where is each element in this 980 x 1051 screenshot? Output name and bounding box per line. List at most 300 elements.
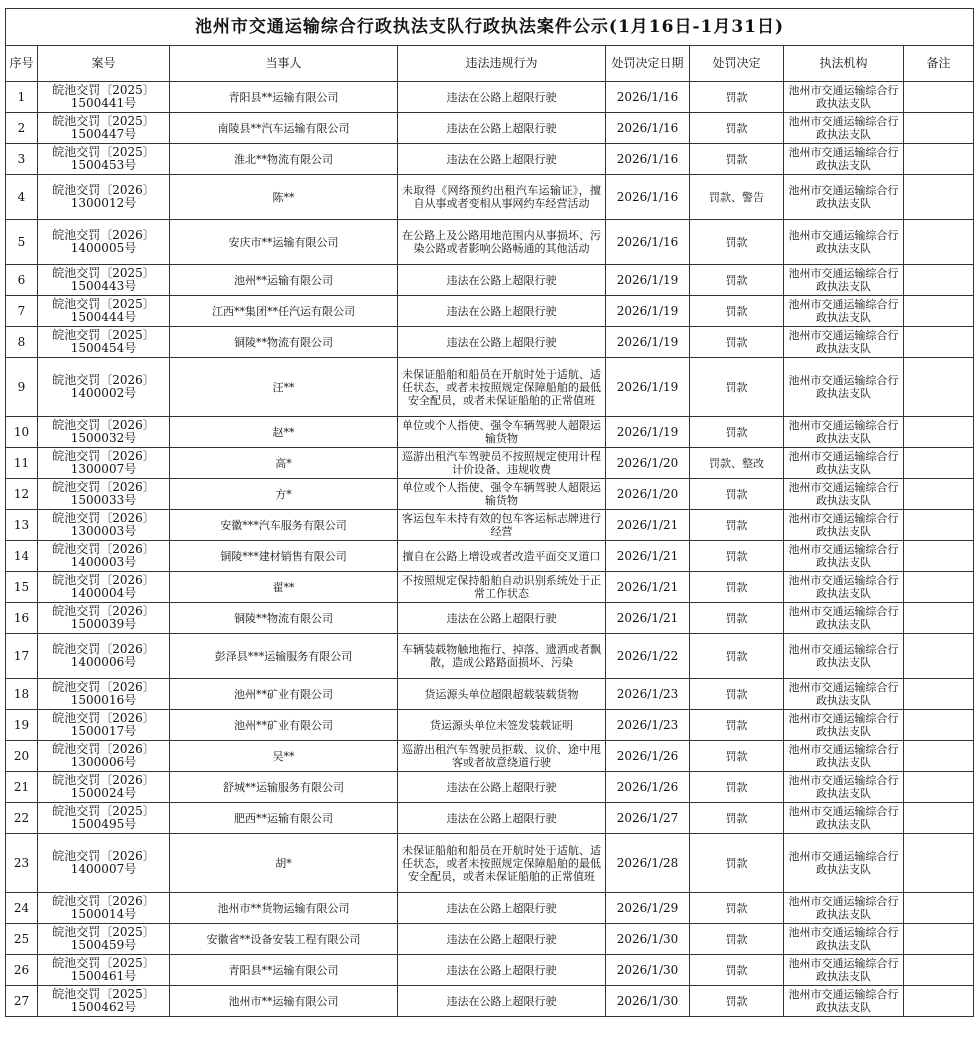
cell-agency: 池州市交通运输综合行政执法支队 xyxy=(784,772,904,803)
cell-agency: 池州市交通运输综合行政执法支队 xyxy=(784,803,904,834)
cell-violation: 违法在公路上超限行驶 xyxy=(398,265,606,296)
cell-party: 池州**矿业有限公司 xyxy=(170,710,398,741)
cell-case-number xyxy=(38,772,170,803)
case-number-prefix: 皖池交罚〔2026〕 xyxy=(52,742,155,756)
cell-remark xyxy=(904,479,974,510)
cell-no: 5 xyxy=(6,220,38,265)
cell-violation: 巡游出租汽车驾驶员拒载、议价、途中甩客或者故意绕道行驶 xyxy=(398,741,606,772)
cell-case-number xyxy=(38,265,170,296)
case-number-suffix: 1300012号 xyxy=(70,196,137,210)
table-row xyxy=(6,358,974,417)
case-rows xyxy=(6,82,974,1017)
cell-violation: 违法在公路上超限行驶 xyxy=(398,986,606,1017)
cell-case-number xyxy=(38,296,170,327)
table-row xyxy=(6,220,974,265)
cell-agency: 池州市交通运输综合行政执法支队 xyxy=(784,82,904,113)
cell-case-number xyxy=(38,955,170,986)
cell-party: 陈** xyxy=(170,175,398,220)
cell-decision-date: 2026/1/19 xyxy=(606,417,690,448)
cell-violation: 单位或个人指使、强令车辆驾驶人超限运输货物 xyxy=(398,479,606,510)
table-row xyxy=(6,296,974,327)
cell-violation: 巡游出租汽车驾驶员不按照规定使用计程计价设备、违规收费 xyxy=(398,448,606,479)
cell-case-number xyxy=(38,710,170,741)
table-row xyxy=(6,634,974,679)
cell-agency: 池州市交通运输综合行政执法支队 xyxy=(784,220,904,265)
case-number-suffix: 1500444号 xyxy=(70,310,137,324)
case-number-prefix: 皖池交罚〔2025〕 xyxy=(52,956,155,970)
cell-decision: 罚款 xyxy=(690,358,784,417)
case-number-prefix: 皖池交罚〔2026〕 xyxy=(52,894,155,908)
case-number-prefix: 皖池交罚〔2025〕 xyxy=(52,145,155,159)
cell-party: 肥西**运输有限公司 xyxy=(170,803,398,834)
case-number-prefix: 皖池交罚〔2026〕 xyxy=(52,542,155,556)
header-party: 当事人 xyxy=(170,46,398,82)
table-row xyxy=(6,834,974,893)
case-number-prefix: 皖池交罚〔2026〕 xyxy=(52,373,155,387)
cell-decision: 罚款、整改 xyxy=(690,448,784,479)
cell-remark xyxy=(904,893,974,924)
case-number-suffix: 1500032号 xyxy=(70,431,137,445)
cell-decision-date: 2026/1/19 xyxy=(606,265,690,296)
case-number-prefix: 皖池交罚〔2026〕 xyxy=(52,773,155,787)
case-number-prefix: 皖池交罚〔2026〕 xyxy=(52,604,155,618)
cell-violation: 货运源头单位未签发装载证明 xyxy=(398,710,606,741)
cell-agency: 池州市交通运输综合行政执法支队 xyxy=(784,741,904,772)
cell-no: 1 xyxy=(6,82,38,113)
case-number-suffix: 1400003号 xyxy=(70,555,137,569)
cell-remark xyxy=(904,572,974,603)
table-row xyxy=(6,175,974,220)
cell-violation: 违法在公路上超限行驶 xyxy=(398,296,606,327)
cell-agency: 池州市交通运输综合行政执法支队 xyxy=(784,710,904,741)
cell-violation: 车辆装载物触地拖行、掉落、遗洒或者飘散，造成公路路面损坏、污染 xyxy=(398,634,606,679)
table-row xyxy=(6,572,974,603)
cell-case-number xyxy=(38,803,170,834)
cell-case-number xyxy=(38,510,170,541)
cell-agency: 池州市交通运输综合行政执法支队 xyxy=(784,265,904,296)
case-number-prefix: 皖池交罚〔2026〕 xyxy=(52,711,155,725)
cell-party: 江西**集团**任汽运有限公司 xyxy=(170,296,398,327)
cell-case-number xyxy=(38,986,170,1017)
cell-decision-date: 2026/1/21 xyxy=(606,541,690,572)
cell-no: 9 xyxy=(6,358,38,417)
cell-decision: 罚款 xyxy=(690,772,784,803)
cell-remark xyxy=(904,772,974,803)
table-row xyxy=(6,327,974,358)
case-number-prefix: 皖池交罚〔2025〕 xyxy=(52,83,155,97)
cell-violation: 客运包车未持有效的包车客运标志牌进行经营 xyxy=(398,510,606,541)
case-number-suffix: 1500033号 xyxy=(70,493,137,507)
cell-agency: 池州市交通运输综合行政执法支队 xyxy=(784,986,904,1017)
cell-decision: 罚款 xyxy=(690,834,784,893)
cell-decision: 罚款 xyxy=(690,82,784,113)
cell-violation: 违法在公路上超限行驶 xyxy=(398,144,606,175)
cell-decision: 罚款 xyxy=(690,220,784,265)
case-number-suffix: 1400006号 xyxy=(70,655,137,669)
case-number-prefix: 皖池交罚〔2026〕 xyxy=(52,849,155,863)
cell-party: 胡* xyxy=(170,834,398,893)
cell-no: 17 xyxy=(6,634,38,679)
cell-agency: 池州市交通运输综合行政执法支队 xyxy=(784,834,904,893)
cell-no: 4 xyxy=(6,175,38,220)
cell-party: 青阳县**运输有限公司 xyxy=(170,955,398,986)
cell-violation: 在公路上及公路用地范围内从事损坏、污染公路或者影响公路畅通的其他活动 xyxy=(398,220,606,265)
cell-decision: 罚款 xyxy=(690,955,784,986)
cell-case-number xyxy=(38,82,170,113)
case-number-suffix: 1500014号 xyxy=(70,907,137,921)
table-row xyxy=(6,986,974,1017)
cell-party: 青阳县**运输有限公司 xyxy=(170,82,398,113)
cell-decision-date: 2026/1/19 xyxy=(606,327,690,358)
cell-decision-date: 2026/1/19 xyxy=(606,358,690,417)
table-row xyxy=(6,479,974,510)
cell-decision-date: 2026/1/27 xyxy=(606,803,690,834)
case-number-prefix: 皖池交罚〔2026〕 xyxy=(52,418,155,432)
cell-case-number xyxy=(38,144,170,175)
cell-party: 铜陵**物流有限公司 xyxy=(170,603,398,634)
cell-party: 池州市**运输有限公司 xyxy=(170,986,398,1017)
table-row xyxy=(6,679,974,710)
cell-decision: 罚款 xyxy=(690,479,784,510)
cell-violation: 未保证船舶和船员在开航时处于适航、适任状态，或者未按照规定保障船舶的最低安全配员，或者未保证船舶的正常值班 xyxy=(398,834,606,893)
table-row xyxy=(6,113,974,144)
cell-case-number xyxy=(38,327,170,358)
table-row xyxy=(6,603,974,634)
case-disclosure-document xyxy=(5,8,973,1017)
case-number-suffix: 1300006号 xyxy=(70,755,137,769)
cell-remark xyxy=(904,175,974,220)
cell-decision: 罚款 xyxy=(690,296,784,327)
cell-violation: 未取得《网络预约出租汽车运输证》，擅自从事或者变相从事网约车经营活动 xyxy=(398,175,606,220)
cell-remark xyxy=(904,144,974,175)
cell-agency: 池州市交通运输综合行政执法支队 xyxy=(784,358,904,417)
cell-violation: 违法在公路上超限行驶 xyxy=(398,803,606,834)
cell-agency: 池州市交通运输综合行政执法支队 xyxy=(784,144,904,175)
cell-case-number xyxy=(38,634,170,679)
cell-case-number xyxy=(38,220,170,265)
cell-party: 安徽省**设备安装工程有限公司 xyxy=(170,924,398,955)
cell-decision-date: 2026/1/21 xyxy=(606,572,690,603)
cell-no: 20 xyxy=(6,741,38,772)
cell-case-number xyxy=(38,679,170,710)
cell-agency: 池州市交通运输综合行政执法支队 xyxy=(784,572,904,603)
cell-agency: 池州市交通运输综合行政执法支队 xyxy=(784,448,904,479)
case-number-prefix: 皖池交罚〔2025〕 xyxy=(52,266,155,280)
cell-decision: 罚款 xyxy=(690,417,784,448)
table-row xyxy=(6,741,974,772)
cell-party: 安徽***汽车服务有限公司 xyxy=(170,510,398,541)
cell-decision-date: 2026/1/20 xyxy=(606,479,690,510)
cell-case-number xyxy=(38,924,170,955)
cell-no: 8 xyxy=(6,327,38,358)
case-number-suffix: 1500024号 xyxy=(70,786,137,800)
case-number-suffix: 1300007号 xyxy=(70,462,137,476)
header-decision-date: 处罚决定日期 xyxy=(606,46,690,82)
case-number-prefix: 皖池交罚〔2026〕 xyxy=(52,183,155,197)
case-number-suffix: 1500441号 xyxy=(70,96,137,110)
cell-no: 3 xyxy=(6,144,38,175)
cell-no: 15 xyxy=(6,572,38,603)
cell-decision: 罚款 xyxy=(690,924,784,955)
header-agency: 执法机构 xyxy=(784,46,904,82)
cell-decision-date: 2026/1/20 xyxy=(606,448,690,479)
cell-remark xyxy=(904,803,974,834)
cell-remark xyxy=(904,741,974,772)
cell-decision: 罚款 xyxy=(690,803,784,834)
cell-party: 高* xyxy=(170,448,398,479)
case-table xyxy=(5,8,974,1017)
cell-remark xyxy=(904,924,974,955)
cell-no: 27 xyxy=(6,986,38,1017)
cell-agency: 池州市交通运输综合行政执法支队 xyxy=(784,510,904,541)
cell-agency: 池州市交通运输综合行政执法支队 xyxy=(784,327,904,358)
cell-case-number xyxy=(38,541,170,572)
cell-remark xyxy=(904,220,974,265)
cell-party: 彭泽县***运输服务有限公司 xyxy=(170,634,398,679)
cell-no: 26 xyxy=(6,955,38,986)
cell-party: 汪** xyxy=(170,358,398,417)
cell-remark xyxy=(904,510,974,541)
cell-no: 23 xyxy=(6,834,38,893)
cell-violation: 擅自在公路上增设或者改造平面交叉道口 xyxy=(398,541,606,572)
cell-no: 11 xyxy=(6,448,38,479)
cell-party: 池州市**货物运输有限公司 xyxy=(170,893,398,924)
header-row xyxy=(6,46,974,82)
cell-agency: 池州市交通运输综合行政执法支队 xyxy=(784,296,904,327)
cell-agency: 池州市交通运输综合行政执法支队 xyxy=(784,634,904,679)
cell-case-number xyxy=(38,603,170,634)
table-row xyxy=(6,448,974,479)
cell-decision-date: 2026/1/21 xyxy=(606,603,690,634)
cell-remark xyxy=(904,603,974,634)
cell-party: 安庆市**运输有限公司 xyxy=(170,220,398,265)
cell-decision-date: 2026/1/28 xyxy=(606,834,690,893)
document-title: 池州市交通运输综合行政执法支队行政执法案件公示(1月16日-1月31日) xyxy=(6,9,974,46)
case-number-prefix: 皖池交罚〔2026〕 xyxy=(52,449,155,463)
header-case-number: 案号 xyxy=(38,46,170,82)
cell-remark xyxy=(904,358,974,417)
cell-no: 21 xyxy=(6,772,38,803)
cell-case-number xyxy=(38,448,170,479)
cell-no: 2 xyxy=(6,113,38,144)
case-number-prefix: 皖池交罚〔2025〕 xyxy=(52,114,155,128)
cell-decision-date: 2026/1/26 xyxy=(606,772,690,803)
table-row xyxy=(6,541,974,572)
cell-violation: 单位或个人指使、强令车辆驾驶人超限运输货物 xyxy=(398,417,606,448)
cell-agency: 池州市交通运输综合行政执法支队 xyxy=(784,603,904,634)
case-number-suffix: 1500454号 xyxy=(70,341,137,355)
cell-decision: 罚款 xyxy=(690,710,784,741)
table-row xyxy=(6,924,974,955)
cell-decision: 罚款 xyxy=(690,893,784,924)
cell-decision: 罚款 xyxy=(690,144,784,175)
case-number-suffix: 1400004号 xyxy=(70,586,137,600)
cell-agency: 池州市交通运输综合行政执法支队 xyxy=(784,113,904,144)
cell-no: 14 xyxy=(6,541,38,572)
cell-decision: 罚款 xyxy=(690,541,784,572)
cell-violation: 违法在公路上超限行驶 xyxy=(398,772,606,803)
case-number-prefix: 皖池交罚〔2025〕 xyxy=(52,804,155,818)
cell-case-number xyxy=(38,358,170,417)
cell-agency: 池州市交通运输综合行政执法支队 xyxy=(784,479,904,510)
case-number-suffix: 1400002号 xyxy=(70,386,137,400)
table-row xyxy=(6,710,974,741)
cell-decision: 罚款 xyxy=(690,510,784,541)
table-row xyxy=(6,417,974,448)
cell-agency: 池州市交通运输综合行政执法支队 xyxy=(784,924,904,955)
cell-remark xyxy=(904,986,974,1017)
table-row xyxy=(6,510,974,541)
cell-decision-date: 2026/1/23 xyxy=(606,710,690,741)
table-row xyxy=(6,893,974,924)
cell-decision-date: 2026/1/30 xyxy=(606,986,690,1017)
case-number-suffix: 1300003号 xyxy=(70,524,137,538)
case-number-suffix: 1500453号 xyxy=(70,158,137,172)
cell-remark xyxy=(904,327,974,358)
case-number-suffix: 1500443号 xyxy=(70,279,137,293)
cell-decision-date: 2026/1/23 xyxy=(606,679,690,710)
cell-remark xyxy=(904,955,974,986)
case-number-suffix: 1500495号 xyxy=(70,817,137,831)
table-row xyxy=(6,144,974,175)
case-number-prefix: 皖池交罚〔2025〕 xyxy=(52,987,155,1001)
case-number-suffix: 1400005号 xyxy=(70,241,137,255)
cell-violation: 违法在公路上超限行驶 xyxy=(398,327,606,358)
case-number-prefix: 皖池交罚〔2026〕 xyxy=(52,480,155,494)
table-row xyxy=(6,803,974,834)
cell-party: 南陵县**汽车运输有限公司 xyxy=(170,113,398,144)
cell-remark xyxy=(904,448,974,479)
cell-party: 吴** xyxy=(170,741,398,772)
case-number-prefix: 皖池交罚〔2026〕 xyxy=(52,680,155,694)
cell-case-number xyxy=(38,417,170,448)
cell-case-number xyxy=(38,834,170,893)
cell-remark xyxy=(904,417,974,448)
cell-party: 池州**矿业有限公司 xyxy=(170,679,398,710)
cell-party: 翟** xyxy=(170,572,398,603)
cell-decision: 罚款 xyxy=(690,603,784,634)
cell-decision-date: 2026/1/30 xyxy=(606,955,690,986)
cell-violation: 违法在公路上超限行驶 xyxy=(398,924,606,955)
cell-decision-date: 2026/1/22 xyxy=(606,634,690,679)
cell-no: 16 xyxy=(6,603,38,634)
cell-remark xyxy=(904,679,974,710)
cell-no: 18 xyxy=(6,679,38,710)
case-number-suffix: 1500039号 xyxy=(70,617,137,631)
cell-decision-date: 2026/1/29 xyxy=(606,893,690,924)
cell-party: 方* xyxy=(170,479,398,510)
cell-no: 10 xyxy=(6,417,38,448)
cell-no: 6 xyxy=(6,265,38,296)
case-number-suffix: 1500459号 xyxy=(70,938,137,952)
cell-violation: 违法在公路上超限行驶 xyxy=(398,82,606,113)
cell-decision: 罚款 xyxy=(690,113,784,144)
cell-agency: 池州市交通运输综合行政执法支队 xyxy=(784,955,904,986)
case-number-prefix: 皖池交罚〔2026〕 xyxy=(52,642,155,656)
cell-no: 7 xyxy=(6,296,38,327)
case-number-prefix: 皖池交罚〔2025〕 xyxy=(52,297,155,311)
cell-party: 池州**运输有限公司 xyxy=(170,265,398,296)
case-number-suffix: 1400007号 xyxy=(70,862,137,876)
cell-no: 24 xyxy=(6,893,38,924)
case-number-suffix: 1500447号 xyxy=(70,127,137,141)
cell-decision: 罚款 xyxy=(690,327,784,358)
cell-violation: 货运源头单位超限超载装载货物 xyxy=(398,679,606,710)
table-row xyxy=(6,82,974,113)
cell-party: 赵** xyxy=(170,417,398,448)
cell-remark xyxy=(904,82,974,113)
cell-decision-date: 2026/1/16 xyxy=(606,175,690,220)
cell-party: 铜陵**物流有限公司 xyxy=(170,327,398,358)
cell-violation: 不按照规定保持船舶自动识别系统处于正常工作状态 xyxy=(398,572,606,603)
cell-violation: 违法在公路上超限行驶 xyxy=(398,603,606,634)
case-number-prefix: 皖池交罚〔2025〕 xyxy=(52,328,155,342)
cell-case-number xyxy=(38,741,170,772)
case-number-prefix: 皖池交罚〔2026〕 xyxy=(52,511,155,525)
cell-party: 淮北**物流有限公司 xyxy=(170,144,398,175)
header-no: 序号 xyxy=(6,46,38,82)
case-number-suffix: 1500016号 xyxy=(70,693,137,707)
cell-remark xyxy=(904,113,974,144)
cell-case-number xyxy=(38,113,170,144)
cell-decision: 罚款 xyxy=(690,572,784,603)
cell-decision-date: 2026/1/21 xyxy=(606,510,690,541)
cell-violation: 违法在公路上超限行驶 xyxy=(398,955,606,986)
cell-decision-date: 2026/1/19 xyxy=(606,296,690,327)
cell-agency: 池州市交通运输综合行政执法支队 xyxy=(784,541,904,572)
case-number-suffix: 1500017号 xyxy=(70,724,137,738)
cell-remark xyxy=(904,265,974,296)
header-remark: 备注 xyxy=(904,46,974,82)
cell-remark xyxy=(904,541,974,572)
cell-violation: 未保证船舶和船员在开航时处于适航、适任状态，或者未按照规定保障船舶的最低安全配员，或者未保证船舶的正常值班 xyxy=(398,358,606,417)
case-number-suffix: 1500461号 xyxy=(70,969,137,983)
cell-decision-date: 2026/1/30 xyxy=(606,924,690,955)
cell-decision: 罚款 xyxy=(690,265,784,296)
table-row xyxy=(6,265,974,296)
cell-decision: 罚款 xyxy=(690,741,784,772)
cell-no: 13 xyxy=(6,510,38,541)
cell-case-number xyxy=(38,572,170,603)
cell-party: 舒城**运输服务有限公司 xyxy=(170,772,398,803)
case-number-suffix: 1500462号 xyxy=(70,1000,137,1014)
cell-agency: 池州市交通运输综合行政执法支队 xyxy=(784,893,904,924)
cell-decision-date: 2026/1/16 xyxy=(606,113,690,144)
cell-violation: 违法在公路上超限行驶 xyxy=(398,113,606,144)
cell-decision-date: 2026/1/16 xyxy=(606,82,690,113)
header-decision: 处罚决定 xyxy=(690,46,784,82)
cell-no: 25 xyxy=(6,924,38,955)
cell-remark xyxy=(904,296,974,327)
cell-remark xyxy=(904,634,974,679)
cell-decision: 罚款 xyxy=(690,679,784,710)
cell-violation: 违法在公路上超限行驶 xyxy=(398,893,606,924)
cell-case-number xyxy=(38,175,170,220)
cell-no: 12 xyxy=(6,479,38,510)
header-violation: 违法违规行为 xyxy=(398,46,606,82)
table-row xyxy=(6,955,974,986)
cell-decision-date: 2026/1/16 xyxy=(606,220,690,265)
cell-decision: 罚款 xyxy=(690,634,784,679)
cell-remark xyxy=(904,834,974,893)
case-number-prefix: 皖池交罚〔2026〕 xyxy=(52,573,155,587)
cell-agency: 池州市交通运输综合行政执法支队 xyxy=(784,417,904,448)
table-row xyxy=(6,772,974,803)
cell-no: 22 xyxy=(6,803,38,834)
case-number-prefix: 皖池交罚〔2026〕 xyxy=(52,228,155,242)
cell-party: 铜陵***建材销售有限公司 xyxy=(170,541,398,572)
cell-agency: 池州市交通运输综合行政执法支队 xyxy=(784,679,904,710)
